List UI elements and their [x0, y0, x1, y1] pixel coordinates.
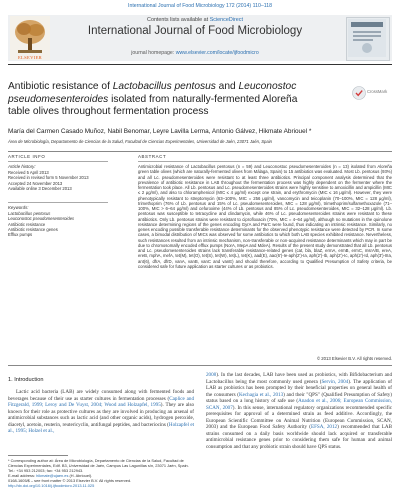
- email-link[interactable]: hikmate@ujaen.es: [36, 473, 69, 478]
- journal-cover-image: [348, 19, 386, 57]
- sciencedirect-link[interactable]: ScienceDirect: [209, 17, 243, 23]
- journal-citation: International Journal of Food Microbiology 172 (2014) 110–118: [128, 3, 272, 9]
- keyword-item: Efflux pumps: [8, 232, 33, 238]
- keyword-text: Leuconostoc pseudomesenteroides: [8, 216, 75, 222]
- title-species-1: Lactobacillus pentosus: [112, 81, 216, 92]
- intro-text-part: Lactic acid bacteria (LAB) are widely consumed along with fermented foods and beverages because of their use as starter cultures in fermentation processes (: [8, 389, 194, 402]
- contents-prefix: Contents lists available at: [147, 17, 209, 23]
- issn-line: 0168-1605/$ – see front matter © 2013 Elsevier B.V. All rights reserved.: [8, 478, 132, 483]
- article-info-heading: ARTICLE INFO: [8, 154, 46, 159]
- elsevier-tree-logo: [10, 16, 50, 60]
- history-item: Available online 3 December 2013: [8, 185, 72, 191]
- email-suffix: (H. Abriouel).: [69, 473, 93, 478]
- author-affiliation: Área de Microbiología, Departamento de Ciencias de la Salud, Facultad de Ciencias Experimentales, Universidad de Jaén, 23071 Jaén, Spain: [8, 139, 272, 144]
- corresponding-author-footnote: [8, 458, 194, 478]
- keyword-text: Lactobacillus pentosus: [8, 211, 51, 216]
- contents-availability: [60, 17, 330, 23]
- title-species-2b: pseudomesenteroides: [8, 93, 109, 105]
- crossmark-label: CrossMark: [367, 89, 388, 94]
- section-divider: [8, 151, 392, 152]
- body-text-part: ) and their "QPS" (Qualified Presumption of Safety) status based on a long history of safe use (: [206, 391, 392, 404]
- keyword-item: Antibiotic resistance: [8, 221, 46, 227]
- email-label: E-mail address:: [8, 473, 36, 478]
- author-list: María del Carmen Casado Muñoz, Nabil Benomar, Leyre Lavilla Lerma, Antonio Gálvez, Hikmate Abriouel *: [8, 128, 312, 135]
- citation-link[interactable]: Servin, 2004: [321, 378, 349, 385]
- history-item: Received 5 April 2013: [8, 170, 49, 175]
- title-species-2: Leuconostoc: [238, 81, 297, 92]
- keywords-heading: Keywords:: [8, 205, 29, 210]
- citation-link[interactable]: EFSA, 2012: [310, 424, 338, 430]
- body-text-part: ). The application of LAB as probiotics has been prompted by their beneficial properties on general health of the consumers (: [206, 378, 392, 398]
- title-part: isolated from naturally-fermented Aloreña: [108, 93, 298, 105]
- title-part: and: [215, 81, 239, 92]
- keyword-item: Antibiotic resistance genes: [8, 226, 58, 232]
- crossmark-icon[interactable]: [352, 86, 366, 100]
- citation-link[interactable]: Anadon et al., 2006; European Commission, SCAN, 2007: [206, 398, 393, 411]
- citation-link[interactable]: Holzapfel et al., 1995; Holzel et al.,: [8, 421, 195, 434]
- intro-text-part: ). They are also known for their role as protective cultures as they are involved in producing an arsenal of antimicrobial substances such as lactic acid (and other organic acids), hydrogen peroxide, diacetyl, acetoin, reuterin, reutericyclin, antifungal peptides, and bacteriocins (: [8, 402, 194, 428]
- citation-link[interactable]: Kechagia et al., 2013: [238, 391, 284, 398]
- body-right-column: [206, 372, 392, 450]
- body-text-part: ). In the last decades, LAB have been used as probiotics, with Bifidobacterium and Lactobacillus being the most commonly used genera (: [206, 372, 392, 385]
- footnote-text: * Corresponding author at: Área de Microbiología, Departamento de Ciencias de la Salud, Facultad de Ciencias Experimentales, Edif. B3, Universidad de Jaén, Campus Las Lagunillas s/n, 23071 Jaén, Spain. Tel.: +34 953 212003; fax: +34 953 212943.: [8, 458, 189, 473]
- title-part: Antibiotic resistance of: [8, 81, 113, 92]
- citation-link[interactable]: Caplice and Fitzgerald, 1999; Leroy and De Vuyst, 2004; Wood and Holzapfel, 1995: [8, 395, 195, 408]
- abstract-text: Antimicrobial resistance of Lactobacillus pentosus (n = 59) and Leuconostoc pseudomesenteroides (n = 13) isolated from Aloreña green table olives (which are naturally-fermented olives from Málaga, Spain) to 15 antibiotics was evaluated. Most Lb. pentosus (93%) and all Lc. pseudomesenteroides were resistant to at least three antibiotics. Principal component analysis determined that the prevalence of antibiotic resistance in LAB throughout the fermentation process was highly dependent on the fermenter where the fermentation took place. All Lb. pentosus and Lc. pseudomesenteroides strains were highly sensitive to amoxicillin and ampicillin (MIC ≤ 2 μg/ml), and also to chloramphenicol (MIC ≤ 4 μg/ml) except one strain, and erythromycin (MIC ≤ 16 μg/ml). However, they were phenotypically resistant to streptomycin (63–100%, MIC = 256 μg/ml), vancomycin and teicoplanin (70–100%, MIC = 128 μg/ml), trimethoprim (76% of Lb. pentosus and 15% of Lc. pseudomesenteroides, MIC = 128 μg/ml), trimethoprim/sulfamethoxazole (71–100%, MIC > 6–64 μg/ml) and cefuroxime (44% of Lb. pentosus and 85% of Lc. pseudomesenteroides, MIC = 32–128 μg/ml). Lb. pentosus was susceptible to tetracycline and clindamycin, while 46% of Lc. pseudomesenteroides strains were resistant to these antibiotics. Only Lb. pentosus strains were resistant to ciprofloxacin (70%, MIC = 4–64 μg/ml), although no mutations in the quinolone resistance determining regions of the genes encoding GyrA and ParC were found, thus indicating an intrinsic resistance. Similarly, no genes encoding possible transferable resistance determinants for the observed phenotypic resistance were detected by PCR. In some cases, a bimodal distribution of MICs was observed for some antibiotics to which both LAB species exhibited resistance. Nevertheless, such resistances resulted from an intrinsic mechanism, non-transferable or non-acquired resistance determinants which may in part be due to chromosomally encoded efflux pumps (NorA, MepA and MdeA). Results of the present study demonstrated that all Lb. pentosus and Lc. pseudomesenteroides strains lack transferable resistance-related genes (cat, bla, blaZ, ermA, ermB, ermC, msrA/B, ereA, ereB, mphA, mefA, tet(M), tet(O), tet(S), tet(W), tet(L), tet(K), aad(E), aac(6')-Ie-aph(2')-Ia, aph(2')-Ib, aph(2')-Ic, aph(2')-Id, aph(3')-IIIa, ant(6), dfrA, dfrD, vanA, vanB, vanC and vanE) and should therefore, according to Qualified Presumption of Safety criteria, be considered safe for future application as starter cultures or as probiotics.: [138, 164, 392, 269]
- abstract-heading: ABSTRACT: [138, 154, 167, 159]
- body-text-part: ). In this sense, international regulatory organizations recommended specific prerequisites for approval of a determined strain as feed additive. Accordingly, the European Scientific Committee on Animal Nutrition (European Commission, SCAN, 2003) and the European Food Safety Authority (: [206, 404, 393, 430]
- citation-link[interactable]: 2008: [206, 372, 217, 378]
- article-history-heading: Article history:: [8, 164, 36, 169]
- section-divider: [8, 365, 392, 366]
- homepage-prefix: journal homepage:: [131, 50, 175, 56]
- journal-title: International Journal of Food Microbiology: [87, 25, 303, 37]
- publisher-logo-text: ELSEVIER: [17, 55, 43, 60]
- history-item: Accepted 24 November 2013: [8, 180, 63, 186]
- title-part: table olives throughout fermentation process: [8, 106, 209, 118]
- homepage-link[interactable]: www.elsevier.com/locate/ijfoodmicro: [175, 50, 259, 56]
- introduction-heading: 1. Introduction: [8, 377, 44, 383]
- journal-homepage: [60, 50, 330, 56]
- doi-link[interactable]: http://dx.doi.org/10.1016/j.ijfoodmicro.2013.11.025: [8, 483, 95, 488]
- header-divider: [8, 64, 392, 65]
- body-text-part: ) recommended that LAB strains consumed on a daily basis worldwide should lack acquired or transferable antimicrobial resistance genes prior to considering them safe for human and animal consumption and that any probiotic strain should have QPS status.: [206, 424, 392, 450]
- article-history: [8, 170, 118, 191]
- article-identifiers: [8, 478, 198, 488]
- keyword-list: [8, 211, 118, 237]
- article-title: [8, 81, 338, 119]
- history-item: Received in revised form 5 November 2013: [8, 175, 89, 181]
- copyright-notice: © 2013 Elsevier B.V. All rights reserved.: [316, 356, 392, 361]
- introduction-text: [8, 389, 194, 435]
